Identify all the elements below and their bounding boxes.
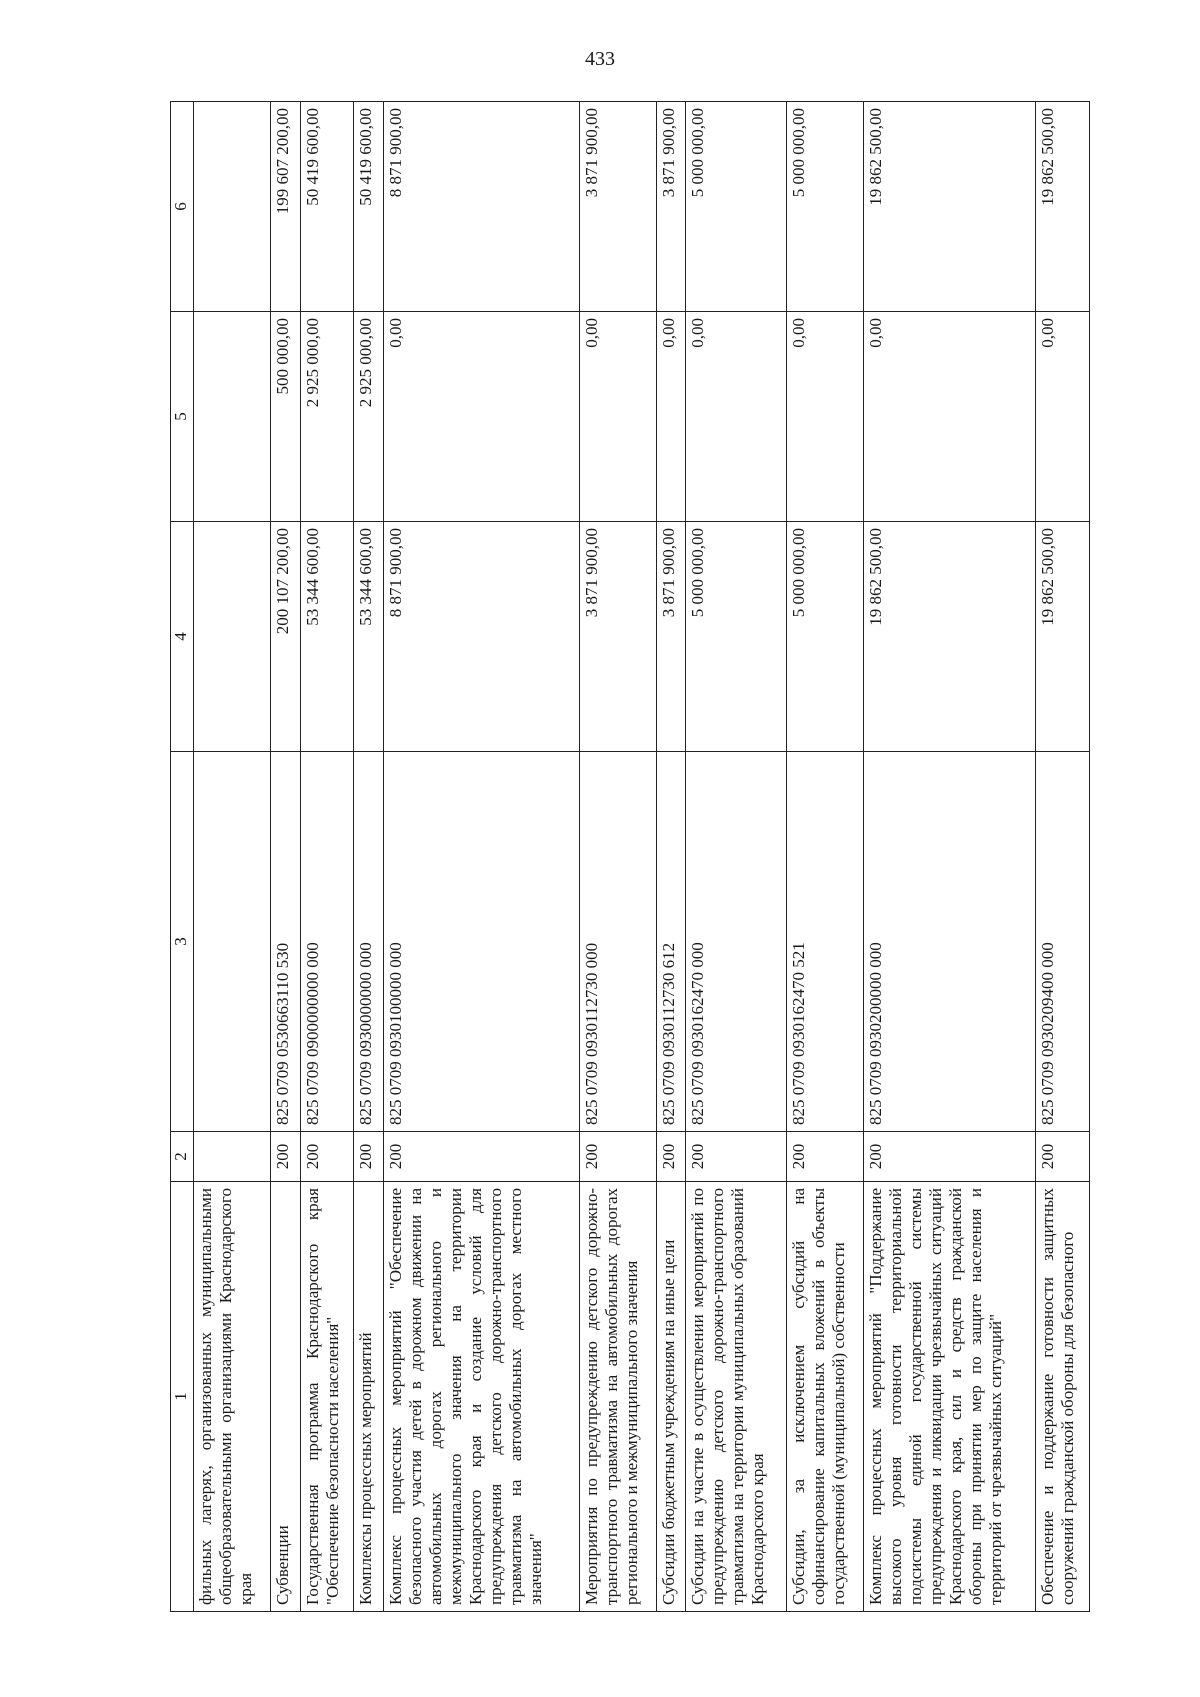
row-value-5 bbox=[194, 312, 271, 522]
row-value-4 bbox=[194, 522, 271, 752]
table-row bbox=[579, 102, 656, 1612]
row-value-5: 0,00 bbox=[864, 312, 1036, 522]
table-row bbox=[656, 102, 686, 1612]
row-name: Субсидии, за исключением субсидий на софинансирование капитальных вложений в объекты государственной (муниципальной) собственности bbox=[787, 1182, 864, 1612]
table-row bbox=[300, 102, 353, 1612]
row-value-4: 19 862 500,00 bbox=[864, 522, 1036, 752]
row-name: Обеспечение и поддержание готовности защитных сооружений гражданской обороны для безопасного bbox=[1036, 1182, 1090, 1612]
row-value-6: 5 000 000,00 bbox=[787, 102, 864, 312]
row-code: 200 bbox=[271, 1132, 301, 1182]
row-value-5: 0,00 bbox=[787, 312, 864, 522]
row-value-6 bbox=[194, 102, 271, 312]
row-code: 200 bbox=[1036, 1132, 1090, 1182]
row-value-6: 8 871 900,00 bbox=[383, 102, 579, 312]
row-value-5: 500 000,00 bbox=[271, 312, 301, 522]
column-header: 5 bbox=[171, 312, 194, 522]
row-name: Субсидии на участие в осуществлении мероприятий по предупреждению детского дорожно-транспортного травматизма на территории муниципальных образований Краснодарского края bbox=[686, 1182, 787, 1612]
column-header: 2 bbox=[171, 1132, 194, 1182]
row-value-4: 200 107 200,00 bbox=[271, 522, 301, 752]
row-name: фильных лагерях, организованных муниципальными общеобразовательными организациями Краснодарского края bbox=[194, 1182, 271, 1612]
table-row bbox=[271, 102, 301, 1612]
row-kbk: 825 0709 0900000000 000 bbox=[300, 752, 353, 1132]
row-code: 200 bbox=[686, 1132, 787, 1182]
row-code bbox=[194, 1132, 271, 1182]
table-row bbox=[864, 102, 1036, 1612]
rotated-table-wrapper bbox=[170, 102, 1090, 1612]
row-value-6: 19 862 500,00 bbox=[1036, 102, 1090, 312]
row-value-6: 199 607 200,00 bbox=[271, 102, 301, 312]
row-name: Комплексы процессных мероприятий bbox=[354, 1182, 384, 1612]
row-code: 200 bbox=[579, 1132, 656, 1182]
column-header: 4 bbox=[171, 522, 194, 752]
page-number: 433 bbox=[585, 48, 615, 70]
row-kbk: 825 0709 0530663110 530 bbox=[271, 752, 301, 1132]
row-name: Комплекс процессных мероприятий "Поддержание высокого уровня готовности территориальной подсистемы единой государственной системы предупреждения и ликвидации чрезвычайных ситуаций Краснодарского края, сил и средств гражданской обороны при принятии мер по защите населения и территорий от чрезвычайных ситуаций" bbox=[864, 1182, 1036, 1612]
row-kbk bbox=[194, 752, 271, 1132]
row-kbk: 825 0709 0930200000 000 bbox=[864, 752, 1036, 1132]
row-value-6: 50 419 600,00 bbox=[300, 102, 353, 312]
row-code: 200 bbox=[656, 1132, 686, 1182]
row-name: Мероприятия по предупреждению детского дорожно-транспортного травматизма на автомобильных дорогах регионального и межмуниципального значения bbox=[579, 1182, 656, 1612]
row-code: 200 bbox=[787, 1132, 864, 1182]
row-kbk: 825 0709 0930000000 000 bbox=[354, 752, 384, 1132]
row-value-5: 0,00 bbox=[1036, 312, 1090, 522]
row-value-5: 2 925 000,00 bbox=[300, 312, 353, 522]
row-value-6: 19 862 500,00 bbox=[864, 102, 1036, 312]
row-code: 200 bbox=[864, 1132, 1036, 1182]
row-value-4: 5 000 000,00 bbox=[686, 522, 787, 752]
table-row bbox=[787, 102, 864, 1612]
row-code: 200 bbox=[354, 1132, 384, 1182]
row-kbk: 825 0709 0930162470 000 bbox=[686, 752, 787, 1132]
table-row bbox=[686, 102, 787, 1612]
row-value-4: 19 862 500,00 bbox=[1036, 522, 1090, 752]
row-value-5: 0,00 bbox=[579, 312, 656, 522]
table-header-row bbox=[171, 102, 194, 1612]
row-value-4: 53 344 600,00 bbox=[300, 522, 353, 752]
row-value-4: 5 000 000,00 bbox=[787, 522, 864, 752]
row-value-4: 3 871 900,00 bbox=[656, 522, 686, 752]
column-header: 3 bbox=[171, 752, 194, 1132]
row-value-6: 5 000 000,00 bbox=[686, 102, 787, 312]
table-row bbox=[194, 102, 271, 1612]
row-kbk: 825 0709 0930209400 000 bbox=[1036, 752, 1090, 1132]
row-value-5: 0,00 bbox=[686, 312, 787, 522]
table-row bbox=[1036, 102, 1090, 1612]
row-value-5: 2 925 000,00 bbox=[354, 312, 384, 522]
row-code: 200 bbox=[300, 1132, 353, 1182]
row-value-4: 53 344 600,00 bbox=[354, 522, 384, 752]
row-value-4: 3 871 900,00 bbox=[579, 522, 656, 752]
row-name: Комплекс процессных мероприятий "Обеспечение безопасного участия детей в дорожном движении на автомобильных дорогах регионального и межмуниципального значения на территории Краснодарского края и создание условий для предупреждения детского дорожно-транспортного травматизма на автомобильных дорогах местного значения" bbox=[383, 1182, 579, 1612]
column-header: 1 bbox=[171, 1182, 194, 1612]
row-value-4: 8 871 900,00 bbox=[383, 522, 579, 752]
column-header: 6 bbox=[171, 102, 194, 312]
row-kbk: 825 0709 0930112730 000 bbox=[579, 752, 656, 1132]
table-row bbox=[354, 102, 384, 1612]
table-row bbox=[383, 102, 579, 1612]
row-kbk: 825 0709 0930162470 521 bbox=[787, 752, 864, 1132]
row-name: Субсидии бюджетным учреждениям на иные цели bbox=[656, 1182, 686, 1612]
row-kbk: 825 0709 0930100000 000 bbox=[383, 752, 579, 1132]
row-name: Субвенции bbox=[271, 1182, 301, 1612]
row-name: Государственная программа Краснодарского края "Обеспечение безопасности населения" bbox=[300, 1182, 353, 1612]
row-code: 200 bbox=[383, 1132, 579, 1182]
row-value-6: 3 871 900,00 bbox=[656, 102, 686, 312]
row-value-5: 0,00 bbox=[383, 312, 579, 522]
row-kbk: 825 0709 0930112730 612 bbox=[656, 752, 686, 1132]
row-value-5: 0,00 bbox=[656, 312, 686, 522]
row-value-6: 50 419 600,00 bbox=[354, 102, 384, 312]
row-value-6: 3 871 900,00 bbox=[579, 102, 656, 312]
budget-table bbox=[170, 101, 1090, 1612]
